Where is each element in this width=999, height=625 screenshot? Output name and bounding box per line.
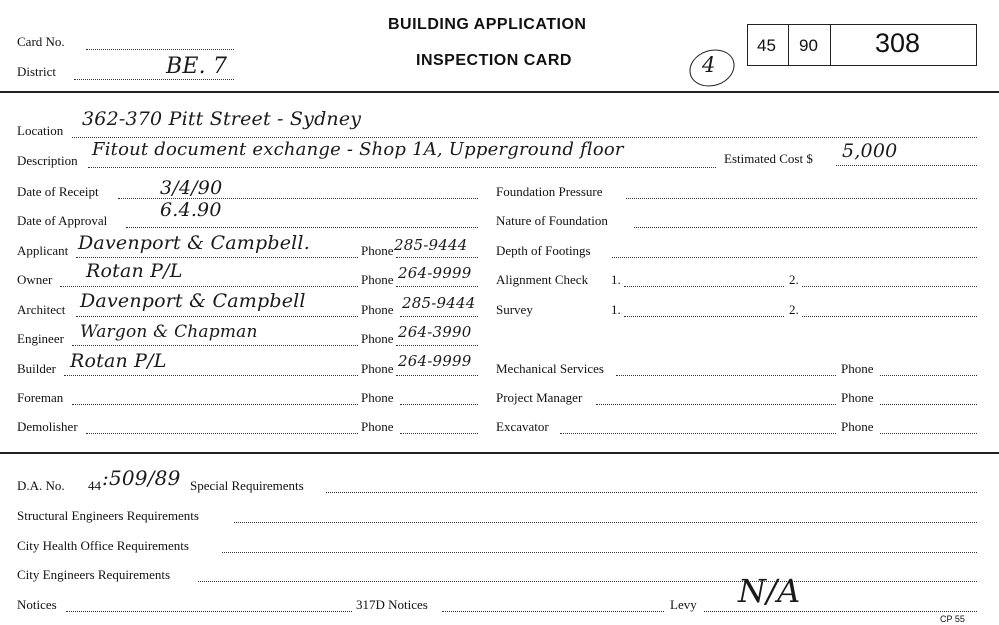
structural-line	[234, 522, 977, 523]
notices-label: Notices	[17, 597, 57, 612]
builder-phone-value: 264-9999	[398, 352, 472, 370]
da-prefix: 44	[88, 478, 101, 493]
survey-label: Survey	[496, 302, 533, 317]
estimated-cost-line	[836, 165, 977, 166]
health-label: City Health Office Requirements	[17, 538, 189, 553]
survey-line-2	[802, 316, 977, 317]
architect-value: Davenport & Campbell	[80, 290, 306, 312]
project-manager-line	[596, 404, 836, 405]
depth-footings-line	[612, 257, 977, 258]
form-code: CP 55	[940, 614, 965, 624]
notices-317d-label: 317D Notices	[356, 597, 428, 612]
special-requirements-label: Special Requirements	[190, 478, 304, 493]
levy-value: N/A	[738, 572, 801, 610]
district-line	[74, 79, 234, 80]
special-requirements-line	[326, 492, 977, 493]
date-receipt-value: 3/4/90	[160, 177, 223, 199]
excavator-phone-label: Phone	[841, 419, 874, 434]
applicant-phone-label: Phone	[361, 243, 394, 258]
date-approval-label: Date of Approval	[17, 213, 108, 228]
box-divider-1	[788, 24, 789, 66]
levy-line	[704, 611, 977, 612]
city-engineers-line	[198, 581, 977, 582]
nature-foundation-line	[634, 227, 977, 228]
city-engineers-label: City Engineers Requirements	[17, 567, 171, 582]
box-number: 308	[875, 28, 921, 58]
engineer-phone-value: 264-3990	[398, 323, 472, 341]
owner-phone-value: 264-9999	[398, 264, 472, 282]
title-line2: INSPECTION CARD	[416, 52, 572, 69]
foreman-line	[72, 404, 358, 405]
architect-phone-value: 285-9444	[402, 294, 476, 312]
owner-line	[60, 286, 358, 287]
foreman-phone-line	[400, 404, 478, 405]
box-b: 90	[799, 36, 818, 55]
demolisher-line	[86, 433, 358, 434]
applicant-phone-value: 285-9444	[394, 236, 468, 254]
excavator-line	[560, 433, 836, 434]
circle-mark-value: 4	[702, 53, 716, 77]
mechanical-phone-line	[880, 375, 977, 376]
location-value: 362-370 Pitt Street - Sydney	[82, 108, 362, 130]
architect-line	[76, 316, 358, 317]
date-receipt-label: Date of Receipt	[17, 184, 99, 199]
engineer-value: Wargon & Chapman	[80, 322, 258, 342]
box-a: 45	[757, 36, 776, 55]
da-value: :509/89	[102, 466, 181, 490]
date-approval-line	[126, 227, 478, 228]
owner-phone-line	[396, 286, 478, 287]
project-manager-label: Project Manager	[496, 390, 583, 405]
engineer-phone-label: Phone	[361, 331, 394, 346]
depth-footings-label: Depth of Footings	[496, 243, 591, 258]
project-manager-phone-line	[880, 404, 977, 405]
district-value: BE. 7	[166, 54, 228, 79]
card-no-line	[86, 49, 234, 50]
location-line	[72, 137, 977, 138]
description-label: Description	[17, 153, 78, 168]
structural-label: Structural Engineers Requirements	[17, 508, 199, 523]
title-line1: BUILDING APPLICATION	[388, 16, 587, 33]
health-line	[222, 552, 977, 553]
project-manager-phone-label: Phone	[841, 390, 874, 405]
excavator-phone-line	[880, 433, 977, 434]
engineer-label: Engineer	[17, 331, 64, 346]
engineer-line	[72, 345, 358, 346]
notices-line	[66, 611, 352, 612]
builder-phone-label: Phone	[361, 361, 394, 376]
applicant-value: Davenport & Campbell.	[78, 232, 310, 254]
demolisher-label: Demolisher	[17, 419, 78, 434]
applicant-line	[76, 257, 358, 258]
requirements-divider	[0, 452, 999, 454]
foundation-pressure-line	[626, 198, 977, 199]
date-approval-value: 6.4.90	[160, 199, 222, 221]
description-value: Fitout document exchange - Shop 1A, Upperground floor	[92, 139, 624, 160]
nature-foundation-label: Nature of Foundation	[496, 213, 608, 228]
card-no-label: Card No.	[17, 34, 65, 49]
alignment-num-2: 2.	[789, 272, 799, 287]
architect-phone-line	[400, 316, 478, 317]
survey-line-1	[624, 316, 784, 317]
survey-num-1: 1.	[611, 302, 621, 317]
builder-line	[64, 375, 358, 376]
mechanical-phone-label: Phone	[841, 361, 874, 376]
district-label: District	[17, 64, 56, 79]
applicant-label: Applicant	[17, 243, 69, 258]
header-divider	[0, 91, 999, 93]
location-label: Location	[17, 123, 64, 138]
builder-label: Builder	[17, 361, 56, 376]
owner-label: Owner	[17, 272, 53, 287]
architect-phone-label: Phone	[361, 302, 394, 317]
da-label: D.A. No.	[17, 478, 65, 493]
box-divider-2	[830, 24, 831, 66]
alignment-line-2	[802, 286, 977, 287]
owner-phone-label: Phone	[361, 272, 394, 287]
alignment-check-label: Alignment Check	[496, 272, 589, 287]
estimated-cost-value: 5,000	[842, 140, 898, 162]
alignment-num-1: 1.	[611, 272, 621, 287]
mechanical-line	[616, 375, 836, 376]
engineer-phone-line	[396, 345, 478, 346]
applicant-phone-line	[396, 257, 478, 258]
foreman-phone-label: Phone	[361, 390, 394, 405]
description-line	[88, 167, 716, 168]
builder-value: Rotan P/L	[70, 350, 167, 372]
levy-label: Levy	[670, 597, 697, 612]
excavator-label: Excavator	[496, 419, 549, 434]
architect-label: Architect	[17, 302, 66, 317]
foreman-label: Foreman	[17, 390, 64, 405]
card-number-box	[747, 24, 977, 66]
owner-value: Rotan P/L	[86, 260, 183, 282]
demolisher-phone-line	[400, 433, 478, 434]
estimated-cost-label: Estimated Cost $	[724, 151, 813, 166]
builder-phone-line	[396, 375, 478, 376]
foundation-pressure-label: Foundation Pressure	[496, 184, 603, 199]
mechanical-label: Mechanical Services	[496, 361, 604, 376]
demolisher-phone-label: Phone	[361, 419, 394, 434]
alignment-line-1	[624, 286, 784, 287]
survey-num-2: 2.	[789, 302, 799, 317]
notices-317d-line	[442, 611, 664, 612]
